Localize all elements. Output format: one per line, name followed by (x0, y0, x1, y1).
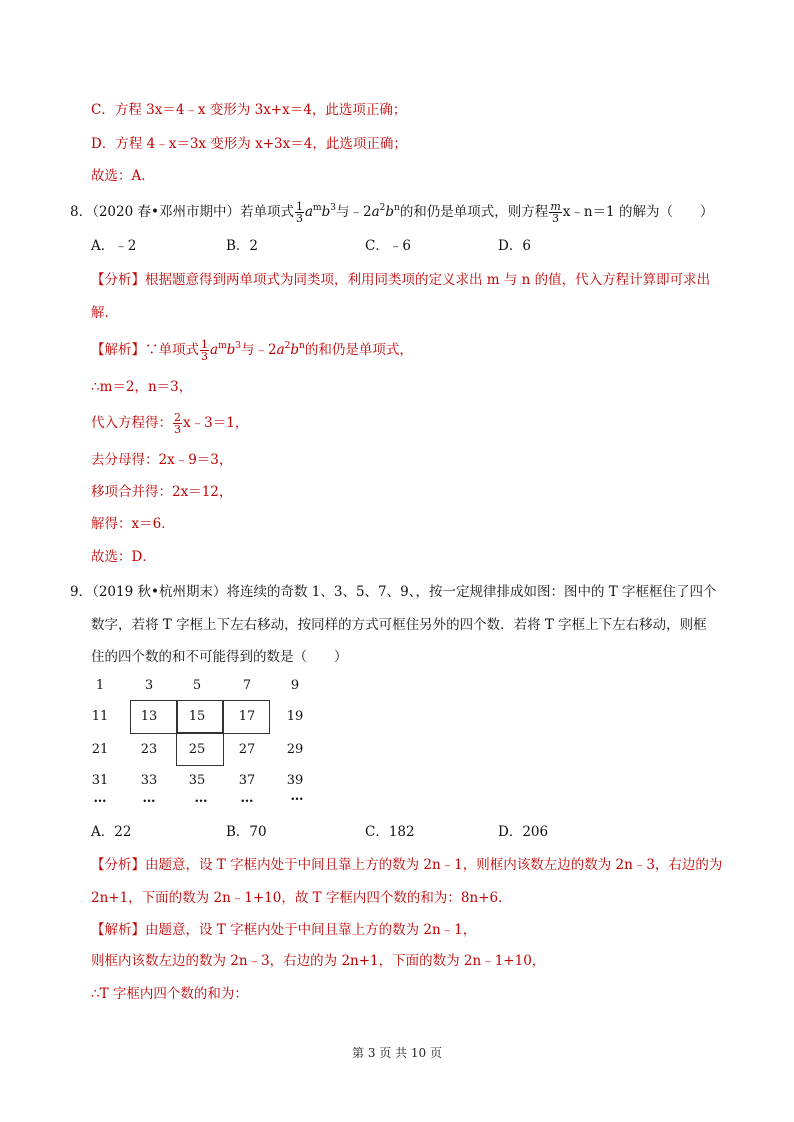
q9-solution-2: 则框内该数左边的数为 2n﹣3，右边的为 2n+1，下面的数为 2n﹣1+10， (91, 953, 546, 969)
q9-number: 9． (70, 584, 93, 600)
grid-cell: 35 (188, 773, 206, 788)
q9-solution: 【解析】由题意，设 T 字框内处于中间且靠上方的数为 2n﹣1， (91, 922, 477, 938)
q8-source: （2020 春•邓州市期中） (92, 204, 240, 220)
q9-option-a[interactable]: A．22 (91, 824, 132, 840)
q8-option-c[interactable]: C．﹣6 (365, 238, 411, 254)
q9-stem-2: 数字，若将 T 字框上下左右移动，按同样的方式可框住另外的四个数．若将 T 字框上下左右移动，则框 (91, 617, 707, 633)
grid-cell: 21 (91, 742, 109, 757)
q9-analysis: 【分析】由题意，设 T 字框内处于中间且靠上方的数为 2n﹣1，则框内该数左边的数为 2n﹣3，右边的为 (91, 857, 723, 873)
grid-cell: 19 (286, 709, 304, 724)
grid-ellipsis: … (194, 791, 208, 806)
q8-solution: 【解析】∵单项式 $\frac{1}{3}$ $a^mb^3$与$﹣2a^2b^n$的和仍是单项式， (91, 338, 413, 363)
grid-cell: 1 (95, 678, 105, 693)
q8-step-1: ∴m＝2，n＝3， (91, 379, 193, 395)
t-frame-right-box (222, 700, 270, 734)
q9-option-b[interactable]: B．70 (226, 824, 267, 840)
fraction-one-third: $\frac{1}{3}$ (295, 200, 303, 225)
q9-analysis-cont: 2n+1，下面的数为 2n﹣1+10，故 T 字框内四个数的和为：8n+6． (91, 890, 512, 906)
q8-answer: 故选：D． (91, 549, 156, 565)
t-frame-bottom-box (176, 732, 224, 766)
grid-cell: 37 (238, 773, 256, 788)
grid-cell: 13 (140, 709, 158, 724)
grid-cell: 3 (144, 678, 154, 693)
prev-answer: 故选：A． (91, 168, 155, 184)
q9-option-d[interactable]: D．206 (498, 824, 549, 840)
grid-cell: 7 (242, 678, 252, 693)
q9-source: （2019 秋•杭州期末） (92, 584, 227, 600)
grid-cell: 17 (238, 709, 256, 724)
q9-solution-3: ∴T 字框内四个数的和为： (91, 986, 248, 1002)
q8-option-a[interactable]: A．﹣2 (91, 238, 137, 254)
page-footer: 第 3 页 共 10 页 (352, 1046, 442, 1060)
grid-cell: 29 (286, 742, 304, 757)
q9-option-c[interactable]: C．182 (365, 824, 415, 840)
grid-cell: 27 (238, 742, 256, 757)
prev-option-c: C．方程 3x＝4﹣x 变形为 3x+x＝4，此选项正确； (91, 102, 407, 118)
prev-option-d: D．方程 4﹣x＝3x 变形为 x+3x＝4，此选项正确； (91, 136, 407, 152)
analysis-tag: 【分析】 (91, 857, 145, 873)
grid-ellipsis: … (240, 791, 254, 806)
t-frame-middle-box (176, 700, 224, 734)
grid-cell: 11 (91, 709, 109, 724)
grid-cell: 31 (91, 773, 109, 788)
q8-option-b[interactable]: B．2 (226, 238, 259, 254)
grid-cell: 9 (290, 678, 300, 693)
q8-analysis-cont: 解． (91, 305, 118, 321)
solution-tag: 【解析】 (91, 342, 145, 358)
fraction-m-over-3: $\frac{m}{3}$ (550, 200, 561, 225)
grid-ellipsis: … (290, 789, 304, 804)
q9-stem-3: 住的四个数的和不可能得到的数是（ ） (91, 649, 348, 665)
q8-number: 8． (70, 204, 93, 220)
q8-step-3: 去分母得：2x﹣9＝3， (91, 452, 233, 468)
q8-analysis: 【分析】根据题意得到两单项式为同类项，利用同类项的定义求出 m 与 n 的值，代入方程计算即可求出 (91, 272, 711, 288)
grid-cell: 33 (140, 773, 158, 788)
grid-cell: 25 (188, 742, 206, 757)
q8-stem: 8．（2020 春•邓州市期中）若单项式 $\frac{1}{3}$ $a^mb^3$与$﹣2a^2b^n$的和仍是单项式，则方程 $\frac{m}{3}$ x﹣n＝1 的解为（ ） (70, 200, 714, 225)
grid-ellipsis: … (142, 791, 156, 806)
grid-cell: 39 (286, 773, 304, 788)
q8-step-2: 代入方程得： $\frac{2}{3}$ x﹣3＝1， (91, 411, 249, 436)
grid-cell: 5 (192, 678, 202, 693)
q9-stem: 9．（2019 秋•杭州期末）将连续的奇数 1、3、5、7、9、，按一定规律排成如图：图中的 T 字框框住了四个 (70, 584, 717, 600)
grid-ellipsis: … (93, 791, 107, 806)
solution-tag: 【解析】 (91, 922, 145, 938)
grid-cell: 15 (188, 709, 206, 724)
grid-cell: 23 (140, 742, 158, 757)
q8-option-d[interactable]: D．6 (498, 238, 531, 254)
q8-step-5: 解得：x＝6． (91, 516, 175, 532)
q8-step-4: 移项合并得：2x＝12， (91, 484, 233, 500)
analysis-tag: 【分析】 (91, 272, 145, 288)
t-frame-left-box (130, 700, 178, 734)
